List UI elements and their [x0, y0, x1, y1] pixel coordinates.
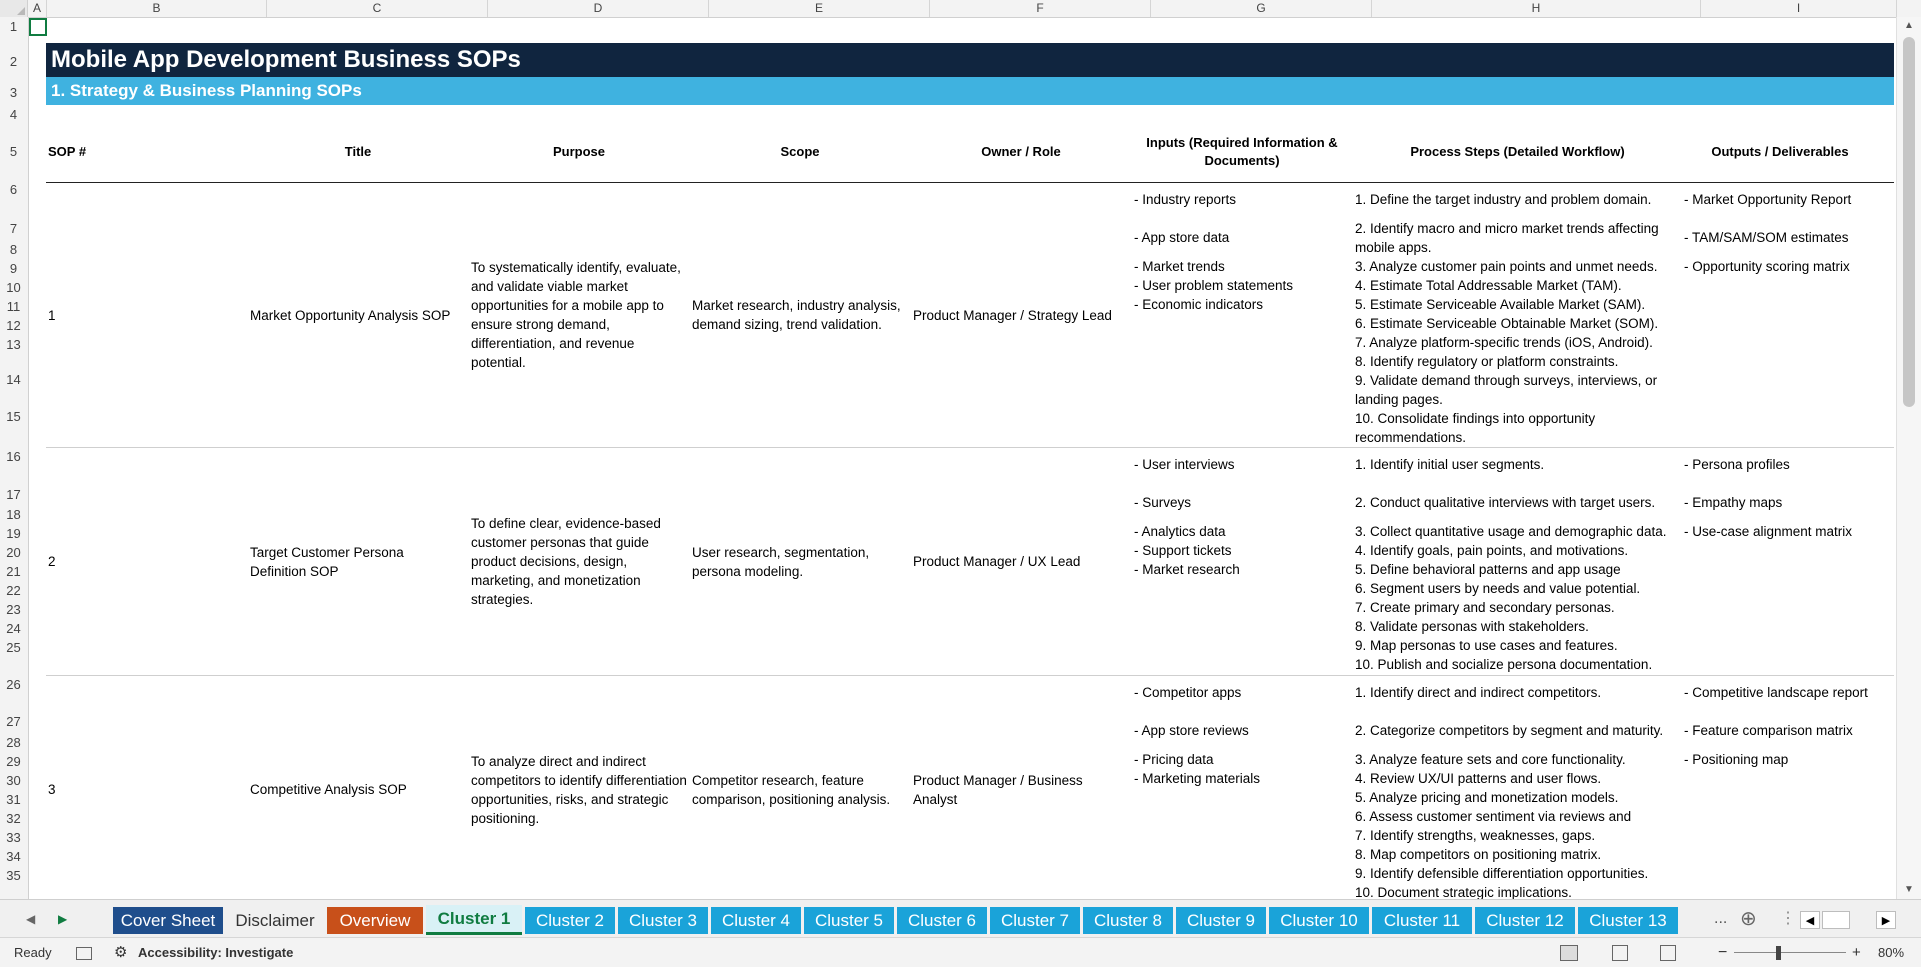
sheet-tab[interactable]: Cluster 4	[711, 907, 801, 934]
step-item: 1. Identify direct and indirect competitors.	[1355, 685, 1602, 700]
sheet-title: Mobile App Development Business SOPs	[46, 43, 1894, 77]
section-title: 1. Strategy & Business Planning SOPs	[46, 77, 1894, 105]
column-header-g[interactable]: G	[1151, 0, 1372, 17]
step-item: 10. Consolidate findings into opportunity recommendations.	[1355, 411, 1596, 445]
row-header[interactable]: 25	[6, 640, 21, 655]
step-item: 8. Validate personas with stakeholders.	[1355, 619, 1589, 634]
step-item: 5. Define behavioral patterns and app usage	[1355, 562, 1621, 577]
row-header[interactable]: 26	[6, 677, 21, 692]
row-header[interactable]: 31	[6, 792, 21, 807]
sop-title: Target Customer Persona Definition SOP	[250, 544, 404, 579]
sheet-tab[interactable]: Cluster 3	[618, 907, 708, 934]
sheet-tab[interactable]: Cluster 6	[897, 907, 987, 934]
step-item: 2. Conduct qualitative interviews with target users.	[1355, 495, 1656, 510]
step-item: 10. Document strategic implications.	[1355, 885, 1572, 899]
input-item: - Industry reports	[1134, 192, 1237, 207]
row-header[interactable]: 28	[6, 735, 21, 750]
column-header-h[interactable]: H	[1372, 0, 1701, 17]
horizontal-scroll-thumb[interactable]	[1822, 911, 1850, 929]
step-item: 6. Estimate Serviceable Obtainable Market (SOM).	[1355, 316, 1659, 331]
sheet-tab[interactable]: Overview	[327, 907, 423, 934]
sop-number: 1	[48, 307, 56, 323]
input-item: - Surveys	[1134, 495, 1192, 510]
row-header[interactable]: 4	[9, 107, 18, 122]
sop-inputs	[1134, 448, 1350, 675]
column-header-b[interactable]: B	[47, 0, 267, 17]
sop-process-steps	[1355, 183, 1680, 447]
sheet-tab[interactable]: Cluster 2	[525, 907, 615, 934]
scroll-up-arrow-icon[interactable]: ▲	[1904, 20, 1914, 31]
row-header[interactable]: 33	[6, 830, 21, 845]
sop-scope: Competitor research, feature comparison, positioning analysis.	[692, 772, 891, 807]
output-item: - Persona profiles	[1684, 457, 1790, 472]
row-header[interactable]: 5	[9, 144, 18, 159]
scroll-left-arrow-icon[interactable]: ◀	[1800, 911, 1820, 929]
step-item: 8. Map competitors on positioning matrix.	[1355, 847, 1602, 862]
step-item: 1. Identify initial user segments.	[1355, 457, 1545, 472]
sop-outputs	[1684, 448, 1894, 675]
sop-scope: Market research, industry analysis, demand sizing, trend validation.	[692, 298, 901, 332]
step-item: 5. Analyze pricing and monetization models.	[1355, 790, 1619, 805]
input-item: - App store data	[1134, 230, 1230, 245]
input-item: - Marketing materials	[1134, 771, 1261, 786]
sop-row-3[interactable]	[46, 676, 1894, 899]
column-header-a[interactable]: A	[28, 0, 47, 17]
sop-owner: Product Manager / Strategy Lead	[913, 307, 1112, 323]
input-item: - User problem statements	[1134, 278, 1294, 293]
row-header[interactable]: 3	[9, 85, 18, 100]
step-item: 9. Identify defensible differentiation opportunities.	[1355, 866, 1649, 881]
step-item: 7. Identify strengths, weaknesses, gaps.	[1355, 828, 1596, 843]
zoom-out-icon[interactable]: −	[1718, 944, 1728, 961]
row-header[interactable]: 6	[9, 182, 18, 197]
sheet-tab[interactable]: Cluster 10	[1269, 907, 1369, 934]
row-header[interactable]: 16	[6, 449, 21, 464]
output-item: - Feature comparison matrix	[1684, 723, 1853, 738]
sop-inputs	[1134, 676, 1350, 899]
vertical-scrollbar[interactable]	[1896, 17, 1921, 899]
input-item: - Market trends	[1134, 259, 1225, 274]
select-all-button[interactable]	[0, 0, 28, 17]
sop-owner: Product Manager / Business Analyst	[913, 772, 1083, 807]
row-header[interactable]: 35	[6, 868, 21, 883]
sop-number: 2	[48, 554, 56, 569]
sop-process-steps	[1355, 676, 1680, 899]
sheet-tab[interactable]: Cluster 11	[1372, 907, 1472, 934]
header-title: Title	[344, 143, 372, 159]
row-header[interactable]: 18	[6, 507, 21, 522]
row-header[interactable]: 15	[6, 409, 21, 424]
step-item: 9. Validate demand through surveys, interviews, or landing pages.	[1355, 373, 1658, 407]
header-inputs: Inputs (Required Information & Documents)	[1146, 134, 1338, 168]
sheet-tab[interactable]: Cluster 9	[1176, 907, 1266, 934]
tab-splitter-icon[interactable]: ⋮	[1780, 910, 1796, 927]
row-header[interactable]: 7	[9, 221, 18, 236]
row-header[interactable]: 13	[6, 337, 21, 352]
sop-number: 3	[48, 782, 56, 797]
output-item: - Empathy maps	[1684, 495, 1783, 510]
sop-outputs	[1684, 183, 1894, 447]
output-item: - Market Opportunity Report	[1684, 192, 1852, 207]
step-item: 2. Identify macro and micro market trends affecting mobile apps.	[1355, 221, 1659, 255]
output-item: - Competitive landscape report	[1684, 685, 1868, 700]
input-item: - App store reviews	[1134, 723, 1249, 738]
row-header[interactable]: 29	[6, 754, 21, 769]
header-purpose: Purpose	[552, 143, 605, 159]
scroll-right-arrow-icon[interactable]: ▶	[1876, 911, 1896, 929]
row-header[interactable]: 2	[9, 54, 18, 69]
sop-row-2[interactable]	[46, 448, 1894, 676]
sop-inputs	[1134, 183, 1350, 447]
sheet-tab[interactable]: Cover Sheet	[113, 907, 223, 934]
prev-sheet-icon[interactable]: ◀	[26, 912, 36, 926]
row-header[interactable]: 19	[6, 526, 21, 541]
step-item: 4. Estimate Total Addressable Market (TAM).	[1355, 278, 1622, 293]
row-header[interactable]: 27	[6, 714, 21, 729]
sop-purpose: To systematically identify, evaluate, and validate viable market opportunities for a mobile app to ensure strong demand, differentiation, and revenue potential.	[471, 260, 681, 370]
row-header[interactable]: 14	[6, 372, 21, 387]
input-item: - Market research	[1134, 562, 1240, 577]
input-item: - Economic indicators	[1134, 297, 1264, 312]
step-item: 4. Identify goals, pain points, and motivations.	[1355, 543, 1629, 558]
column-header-d[interactable]: D	[488, 0, 709, 17]
header-sop-number: SOP #	[48, 143, 87, 159]
row-header[interactable]: 32	[6, 811, 21, 826]
row-header[interactable]: 1	[9, 19, 18, 34]
sop-outputs	[1684, 676, 1894, 899]
row-header[interactable]: 12	[6, 318, 21, 333]
step-item: 6. Assess customer sentiment via reviews and	[1355, 809, 1632, 824]
output-item: - Positioning map	[1684, 752, 1789, 767]
step-item: 3. Collect quantitative usage and demographic data.	[1355, 524, 1667, 539]
zoom-slider-thumb[interactable]	[1776, 946, 1781, 960]
column-header-i[interactable]: I	[1701, 0, 1897, 17]
next-sheet-icon[interactable]: ▶	[58, 912, 68, 926]
row-header-bar	[0, 17, 29, 899]
sop-process-steps	[1355, 448, 1680, 675]
sheet-tabs-bar	[0, 899, 1921, 938]
row-header[interactable]: 11	[6, 299, 21, 314]
active-cell-a1[interactable]	[29, 18, 47, 36]
zoom-percentage[interactable]: 80%	[1878, 945, 1905, 960]
step-item: 7. Analyze platform-specific trends (iOS, Android).	[1355, 335, 1653, 350]
step-item: 10. Publish and socialize persona documentation.	[1355, 657, 1653, 672]
row-header[interactable]: 10	[6, 280, 21, 295]
column-header-f[interactable]: F	[930, 0, 1151, 17]
row-header[interactable]: 21	[6, 564, 21, 579]
step-item: 8. Identify regulatory or platform constraints.	[1355, 354, 1619, 369]
scroll-down-arrow-icon[interactable]: ▼	[1904, 884, 1914, 895]
sop-scope: User research, segmentation, persona modeling.	[692, 544, 870, 579]
vertical-scroll-thumb[interactable]	[1903, 37, 1915, 407]
input-item: - Support tickets	[1134, 543, 1232, 558]
zoom-slider-track[interactable]	[1734, 952, 1846, 953]
output-item: - Use-case alignment matrix	[1684, 524, 1853, 539]
accessibility-icon[interactable]: ⚙	[114, 944, 128, 961]
output-item: - TAM/SAM/SOM estimates	[1684, 230, 1849, 245]
macro-icon[interactable]	[76, 947, 92, 960]
step-item: 1. Define the target industry and problem domain.	[1355, 192, 1652, 207]
row-header[interactable]: 20	[6, 545, 21, 560]
step-item: 5. Estimate Serviceable Available Market (SAM).	[1355, 297, 1646, 312]
page-break-preview-icon[interactable]	[1660, 945, 1676, 961]
sop-row-1[interactable]	[46, 183, 1894, 448]
input-item: - User interviews	[1134, 457, 1235, 472]
row-header[interactable]: 17	[6, 487, 21, 502]
header-owner: Owner / Role	[981, 143, 1061, 159]
header-outputs: Outputs / Deliverables	[1711, 143, 1849, 159]
sheet-tab[interactable]: Cluster 13	[1578, 907, 1678, 934]
page-layout-icon[interactable]	[1612, 945, 1628, 961]
sheet-tab[interactable]: Cluster 12	[1475, 907, 1575, 934]
step-item: 4. Review UX/UI patterns and user flows.	[1355, 771, 1602, 786]
add-sheet-icon[interactable]: ⊕	[1740, 908, 1757, 930]
input-item: - Competitor apps	[1134, 685, 1242, 700]
sheet-tab[interactable]: Cluster 7	[990, 907, 1080, 934]
sheet-tab[interactable]: Disclaimer	[226, 907, 324, 934]
sop-purpose: To define clear, evidence-based customer personas that guide product decisions, design, marketing, and monetization strategies.	[471, 516, 661, 607]
step-item: 2. Categorize competitors by segment and maturity.	[1355, 723, 1664, 738]
sop-title: Competitive Analysis SOP	[250, 782, 407, 797]
row-header[interactable]: 23	[6, 602, 21, 617]
row-header[interactable]: 22	[6, 583, 21, 598]
table-header-row	[46, 121, 1894, 183]
status-bar	[0, 937, 1921, 967]
column-header-c[interactable]: C	[267, 0, 488, 17]
step-item: 6. Segment users by needs and value potential.	[1355, 581, 1641, 596]
row-header[interactable]: 8	[9, 242, 18, 257]
output-item: - Opportunity scoring matrix	[1684, 259, 1850, 274]
sheet-tab[interactable]: Cluster 5	[804, 907, 894, 934]
sheet-tab[interactable]: Cluster 8	[1083, 907, 1173, 934]
step-item: 9. Map personas to use cases and features.	[1355, 638, 1618, 653]
worksheet-grid[interactable]	[29, 18, 1894, 899]
input-item: - Analytics data	[1134, 524, 1226, 539]
zoom-in-icon[interactable]: +	[1852, 944, 1861, 961]
header-process-steps: Process Steps (Detailed Workflow)	[1410, 143, 1625, 159]
column-header-e[interactable]: E	[709, 0, 930, 17]
step-item: 7. Create primary and secondary personas.	[1355, 600, 1615, 615]
sop-owner: Product Manager / UX Lead	[913, 554, 1081, 569]
status-ready: Ready	[14, 945, 52, 960]
accessibility-status[interactable]: Accessibility: Investigate	[138, 945, 294, 960]
sheet-tab[interactable]: Cluster 1	[426, 905, 522, 935]
step-item: 3. Analyze feature sets and core functionality.	[1355, 752, 1626, 767]
input-item: - Pricing data	[1134, 752, 1214, 767]
header-scope: Scope	[780, 143, 820, 159]
row-header[interactable]: 30	[6, 773, 21, 788]
sop-title: Market Opportunity Analysis SOP	[250, 307, 451, 323]
step-item: 3. Analyze customer pain points and unmet needs.	[1355, 259, 1658, 274]
row-header[interactable]: 24	[6, 621, 21, 636]
more-tabs-ellipsis[interactable]: ...	[1714, 910, 1728, 927]
row-header[interactable]: 34	[6, 849, 21, 864]
row-header[interactable]: 9	[9, 261, 18, 276]
sop-purpose: To analyze direct and indirect competitors to identify differentiation opportunities, risks, and strategic positioning.	[471, 753, 687, 826]
normal-view-icon[interactable]	[1560, 945, 1578, 961]
column-header-bar	[0, 0, 1921, 18]
